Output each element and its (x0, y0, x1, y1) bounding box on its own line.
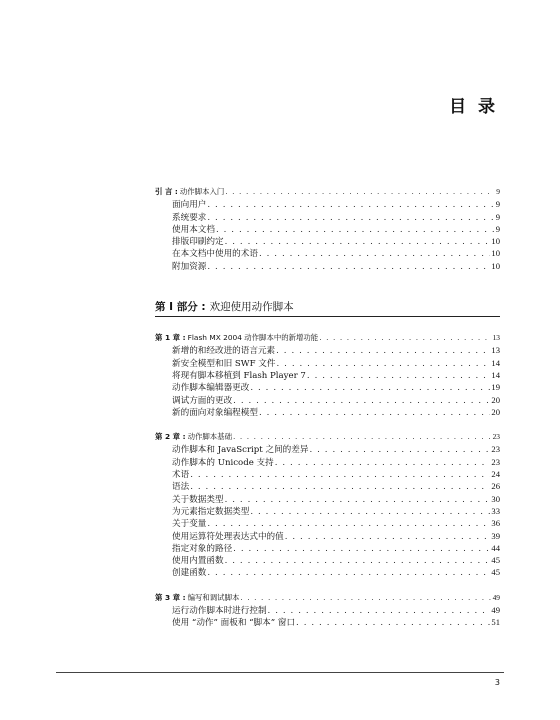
dot-leader (190, 482, 490, 493)
chapter-label: 第 3 章 : (155, 592, 186, 602)
entry-page: 23 (491, 456, 500, 467)
dot-leader (309, 445, 490, 456)
toc-entry[interactable] (155, 212, 500, 224)
dot-leader (225, 237, 491, 248)
entry-title: 动作脚本编辑器更改 (172, 383, 250, 394)
entry-page: 10 (491, 236, 500, 247)
entry-page: 30 (491, 493, 500, 504)
entry-page: 9 (495, 199, 500, 210)
toc-entry[interactable] (155, 382, 500, 394)
page-number: 3 (494, 678, 500, 687)
toc-entry[interactable] (155, 457, 500, 469)
footer-divider (56, 672, 504, 673)
chapter-title: Flash MX 2004 动作脚本中的新增功能 (187, 333, 319, 343)
toc-entry[interactable] (155, 617, 500, 629)
entry-title: 术语 (172, 470, 190, 481)
toc-entry[interactable] (155, 248, 500, 260)
toc-entry[interactable] (155, 494, 500, 506)
toc-entry[interactable] (155, 481, 500, 493)
toc-entry-chapter-2[interactable] (155, 431, 500, 442)
entry-title: 创建函数 (172, 568, 207, 579)
entry-page: 33 (491, 505, 500, 516)
entry-title: 新安全模型和旧 SWF 文件 (172, 358, 276, 369)
toc-entry[interactable] (155, 567, 500, 579)
entry-title: 关于变量 (172, 519, 207, 530)
entry-title: 动作脚本的 Unicode 支持 (172, 457, 274, 468)
dot-leader (225, 495, 491, 506)
dot-leader (207, 568, 490, 579)
table-of-contents (155, 186, 500, 630)
toc-entry[interactable] (155, 555, 500, 567)
entry-title: 语法 (172, 482, 190, 493)
dot-leader (319, 332, 491, 343)
toc-entry[interactable] (155, 395, 500, 407)
entry-title: 新增的和经改进的语言元素 (172, 346, 276, 357)
entry-title: 关于数据类型 (172, 494, 224, 505)
dot-leader (277, 359, 491, 370)
toc-entry[interactable] (155, 543, 500, 555)
part-label: 第 I 部分 : (155, 301, 206, 314)
entry-title: 动作脚本和 JavaScript 之间的差异 (172, 445, 309, 456)
entry-title: 使用运算符处理表达式中的值 (172, 531, 284, 542)
dot-leader (268, 606, 491, 617)
entry-page: 10 (491, 260, 500, 271)
part-heading[interactable] (155, 299, 500, 317)
entry-title: 新的面向对象编程模型 (172, 407, 258, 418)
entry-page: 45 (491, 555, 500, 566)
dot-leader (225, 186, 495, 197)
dot-leader (233, 544, 490, 555)
intro-title: 动作脚本入门 (179, 187, 225, 196)
dot-leader (207, 262, 490, 273)
entry-page: 39 (491, 530, 500, 541)
entry-title: 使用内置函数 (172, 556, 224, 567)
dot-leader (275, 458, 491, 469)
entry-title: 系统要求 (172, 212, 207, 223)
chapter-page: 13 (492, 333, 500, 343)
dot-leader (285, 532, 491, 543)
entry-page: 20 (491, 394, 500, 405)
entry-title: 为元素指定数据类型 (172, 506, 250, 517)
toc-entry[interactable] (155, 261, 500, 273)
entry-title: 使用 “动作” 面板和 “脚本” 窗口 (172, 618, 296, 629)
intro-page: 9 (496, 187, 500, 196)
page-title: 目 录 (449, 97, 498, 117)
toc-entry[interactable] (155, 358, 500, 370)
dot-leader (207, 213, 494, 224)
dot-leader (307, 371, 491, 382)
entry-title: 调试方面的更改 (172, 395, 233, 406)
entry-page: 26 (491, 481, 500, 492)
dot-leader (233, 431, 492, 442)
entry-title: 指定对象的路径 (172, 543, 233, 554)
dot-leader (233, 396, 490, 407)
entry-page: 49 (491, 605, 500, 616)
toc-entry[interactable] (155, 407, 500, 419)
entry-page: 45 (491, 567, 500, 578)
entry-page: 9 (495, 223, 500, 234)
dot-leader (250, 383, 490, 394)
dot-leader (216, 225, 495, 236)
chapter-label: 第 1 章 : (155, 333, 186, 343)
toc-entry-chapter-3[interactable] (155, 592, 500, 603)
chapter-page: 49 (492, 592, 500, 602)
entry-page: 9 (495, 211, 500, 222)
dot-leader (276, 346, 490, 357)
entry-title: 附加资源 (172, 261, 207, 272)
entry-page: 10 (491, 248, 500, 259)
entry-page: 14 (491, 357, 500, 368)
chapter-label: 第 2 章 : (155, 432, 186, 442)
intro-label: 引 言 : (155, 187, 178, 196)
entry-page: 20 (491, 406, 500, 417)
dot-leader (225, 556, 491, 567)
chapter-title: 编写和调试脚本 (187, 592, 240, 602)
dot-leader (240, 592, 491, 603)
chapter-page: 23 (492, 432, 500, 442)
entry-page: 51 (491, 617, 500, 628)
toc-entry[interactable] (155, 444, 500, 456)
toc-entry-intro[interactable] (155, 186, 500, 197)
entry-page: 36 (491, 518, 500, 529)
toc-entry[interactable] (155, 518, 500, 530)
dot-leader (250, 507, 490, 518)
entry-page: 24 (491, 469, 500, 480)
toc-entry[interactable] (155, 506, 500, 518)
entry-page: 19 (491, 382, 500, 393)
toc-entry[interactable] (155, 370, 500, 382)
dot-leader (259, 249, 490, 260)
dot-leader (207, 200, 494, 211)
toc-entry[interactable] (155, 531, 500, 543)
entry-title: 将现有脚本移植到 Flash Player 7 (172, 370, 306, 381)
entry-page: 14 (491, 369, 500, 380)
dot-leader (207, 519, 490, 530)
entry-title: 面向用户 (172, 200, 207, 211)
toc-entry[interactable] (155, 236, 500, 248)
entry-page: 44 (491, 542, 500, 553)
part-title: 欢迎使用动作脚本 (209, 301, 294, 314)
dot-leader (259, 408, 490, 419)
toc-entry[interactable] (155, 469, 500, 481)
toc-entry[interactable] (155, 224, 500, 236)
entry-title: 使用本文档 (172, 224, 215, 235)
toc-entry[interactable] (155, 199, 500, 211)
entry-title: 运行动作脚本时进行控制 (172, 606, 267, 617)
entry-title: 在本文档中使用的术语 (172, 249, 258, 260)
toc-entry[interactable] (155, 605, 500, 617)
toc-entry[interactable] (155, 345, 500, 357)
entry-page: 13 (491, 345, 500, 356)
entry-title: 排版印刷约定 (172, 237, 224, 248)
entry-page: 23 (491, 444, 500, 455)
chapter-title: 动作脚本基础 (187, 432, 232, 442)
toc-entry-chapter-1[interactable] (155, 332, 500, 343)
dot-leader (296, 618, 490, 629)
dot-leader (190, 470, 490, 481)
